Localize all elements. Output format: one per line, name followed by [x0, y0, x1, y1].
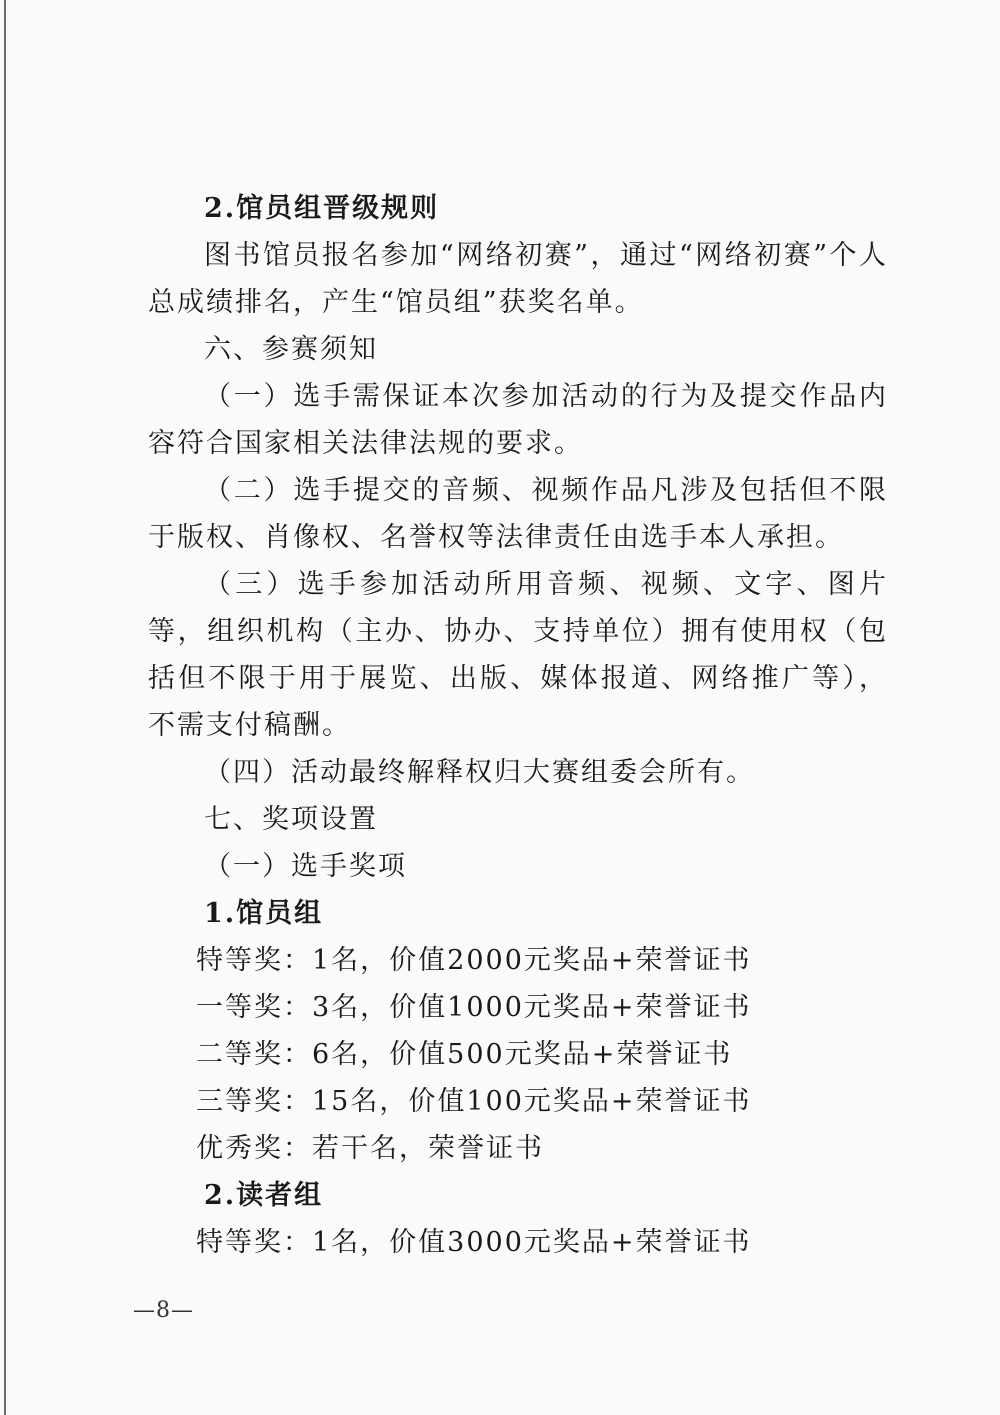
section-7-title: 七、奖项设置: [204, 804, 378, 835]
page-number: —8—: [133, 1298, 194, 1323]
subsection-1-title: （一）选手奖项: [204, 851, 407, 882]
section-2-title: 2.馆员组晋级规则: [204, 193, 440, 224]
section-6-title: 六、参赛须知: [204, 334, 378, 365]
group-2-title: 2.读者组: [204, 1180, 324, 1211]
notice-4: （四）活动最终解释权归大赛组委会所有。: [204, 757, 755, 788]
award-line: 二等奖：6名，价值500元奖品+荣誉证书: [196, 1039, 733, 1070]
notice-3: （三）选手参加活动所用音频、视频、文字、图片等，组织机构（主办、协办、支持单位）拥有使用权（包括但不限于用于展览、出版、媒体报道、网络推广等），不需支付稿酬。: [148, 569, 888, 741]
notice-1: （一）选手需保证本次参加活动的行为及提交作品内容符合国家相关法律法规的要求。: [148, 381, 888, 459]
notice-2: （二）选手提交的音频、视频作品凡涉及包括但不限于版权、肖像权、名誉权等法律责任由选手本人承担。: [148, 475, 888, 553]
award-line: 一等奖：3名，价值1000元奖品+荣誉证书: [196, 992, 752, 1023]
award-line: 优秀奖：若干名，荣誉证书: [196, 1133, 544, 1164]
award-line: 三等奖：15名，价值100元奖品+荣誉证书: [196, 1086, 752, 1117]
document-body: [148, 185, 888, 1266]
group-1-title: 1.馆员组: [204, 898, 324, 929]
award-line: 特等奖：1名，价值3000元奖品+荣誉证书: [196, 1227, 752, 1258]
page-edge: [4, 0, 6, 1415]
award-line: 特等奖：1名，价值2000元奖品+荣誉证书: [196, 945, 752, 976]
section-2-body: 图书馆员报名参加“网络初赛”，通过“网络初赛”个人总成绩排名，产生“馆员组”获奖名单。: [148, 240, 888, 318]
